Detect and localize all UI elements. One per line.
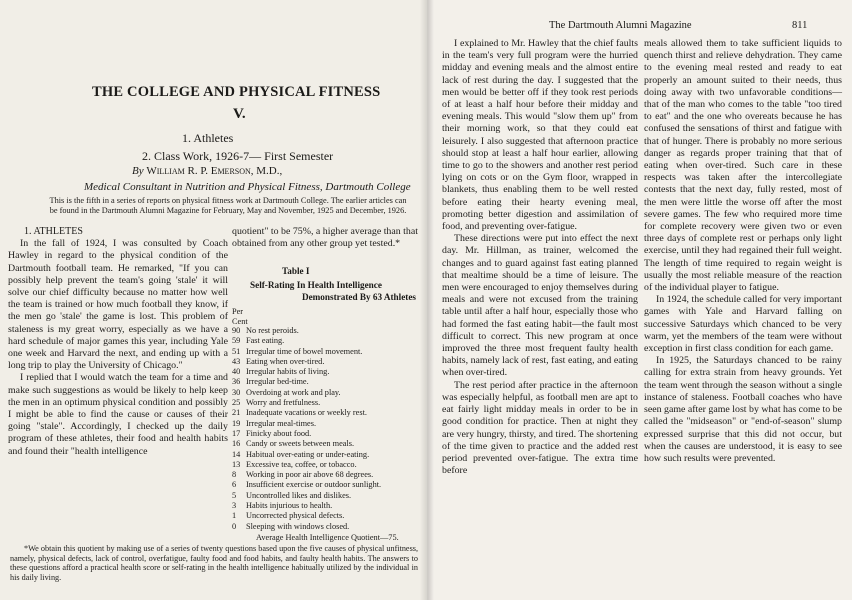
table-row-percent: 40 — [232, 367, 241, 377]
right-column-1 — [442, 38, 638, 477]
table-row-percent: 5 — [232, 490, 237, 500]
table-row-percent: 16 — [232, 439, 241, 449]
page-number: 811 — [792, 20, 808, 31]
table-row-percent: 13 — [232, 459, 241, 469]
paragraph-continued: quotient" to be 75%, a higher average than that obtained from any other group yet tested.* — [232, 226, 418, 250]
byline — [132, 165, 282, 177]
table-subtitle-line: Self-Rating In Health Intelligence — [250, 280, 382, 290]
table-row — [232, 326, 420, 336]
table-row-label: Overdoing at work and play. — [246, 387, 341, 397]
table-row — [232, 347, 420, 357]
running-head: The Dartmouth Alumni Magazine — [549, 20, 692, 31]
table-title: Table I — [282, 266, 310, 276]
table-row-percent: 19 — [232, 418, 241, 428]
table-row-percent: 36 — [232, 377, 241, 387]
table-row-label: Fast eating. — [246, 336, 285, 346]
table-row-label: Sleeping with windows closed. — [246, 521, 350, 531]
table-row-percent: 30 — [232, 387, 241, 397]
table-row-label: Irregular time of bowel movement. — [246, 346, 363, 356]
paragraph: In the fall of 1924, I was consulted by Coach Hawley in regard to the physical condition of the Dartmouth football team. He remarked, "If you can possibly help prevent the team's going 'stale' it will solve our chief difficulty because no matter how well the team is trained or how much football they know, if the men go 'stale' the game is lost. This problem of staleness is my great worry, especially as we have a hard schedule of major games this year, including Yale one week and Harvard the next, and ending up with a long trip to play the University of Chicago." — [8, 238, 228, 372]
table-row-percent: 43 — [232, 356, 241, 366]
author-affiliation: Medical Consultant in Nutrition and Physical Fitness, Dartmouth College — [84, 181, 411, 193]
table-row-percent: 14 — [232, 449, 241, 459]
table-row — [232, 408, 420, 418]
table-header — [232, 307, 248, 326]
table-row — [232, 377, 420, 387]
table-row-percent: 51 — [232, 346, 241, 356]
series-note: This is the fifth in a series of reports on physical fitness work at Dartmouth College. The earlier articles can be found in the Dartmouth Alumni Magazine for February, May and November, 1925 and December, 1926. — [49, 196, 407, 215]
table-row-label: Irregular bed-time. — [246, 377, 309, 387]
paragraph: The rest period after practice in the afternoon was especially helpful, as football men are apt to eat fairly light midday meals in order to be in good condition for practice. Then at night they are very hungry, thirsty, and tired. The shortening of the time given to practice and the added rest period prevented over-fatigue. The extra time before — [442, 379, 638, 477]
right-page — [426, 0, 852, 600]
table-row — [232, 511, 420, 521]
table-row — [232, 501, 420, 511]
paragraph: In 1925, the Saturdays chanced to be rainy calling for extra strain from heavy grounds. Yet the team went through the season without a single instance of staleness. Football coaches who have seen game after game lost by what has come to be called the "midseason" or "end-of-season" slump expressed surprise that this did not occur, but when the causes are understood, it is easy to see how such results were prevented. — [644, 355, 842, 464]
table-row — [232, 470, 420, 480]
table-row — [232, 367, 420, 377]
table-row-percent: 21 — [232, 408, 241, 418]
table-row-label: Habits injurious to health. — [246, 501, 333, 511]
left-column-2 — [232, 226, 418, 250]
table-row-percent: 0 — [232, 521, 237, 531]
table-row — [232, 388, 420, 398]
part-number: V. — [233, 106, 246, 122]
table-row-percent: 3 — [232, 501, 237, 511]
subtitle-athletes: 1. Athletes — [182, 131, 234, 145]
article-title: THE COLLEGE AND PHYSICAL FITNESS — [92, 84, 381, 100]
table-row-label: Excessive tea, coffee, or tobacco. — [246, 459, 357, 469]
author-name: William R. P. Emerson, M.D., — [146, 165, 283, 177]
table-row-label: Uncontrolled likes and dislikes. — [246, 490, 352, 500]
table-row — [232, 419, 420, 429]
table-row — [232, 336, 420, 346]
table-row-percent: 59 — [232, 336, 241, 346]
table-subtitle-line: Demonstrated By 63 Athletes — [301, 292, 416, 302]
section-heading: 1. ATHLETES — [24, 226, 83, 237]
table-row-label: Candy or sweets between meals. — [246, 439, 355, 449]
left-column-1 — [8, 226, 228, 458]
paragraph: I replied that I would watch the team for a time and make such suggestions as would be likely to help keep the men in an optimum physical condition and possibly I might be able to find the cause or causes of their going "stale". Accordingly, I checked up the daily program of these athletes, their food and health habits and found their "health intelligence — [8, 372, 228, 457]
table-row-label: Eating when over-tired. — [246, 356, 325, 366]
table-row-label: Working in poor air above 68 degrees. — [246, 470, 374, 480]
table-total: Average Health Intelligence Quotient—75. — [256, 533, 399, 542]
table-row-percent: 90 — [232, 326, 241, 335]
table-row — [232, 460, 420, 470]
right-column-2 — [644, 38, 842, 465]
table-row-label: Worry and fretfulness. — [246, 398, 321, 408]
paragraph: I explained to Mr. Hawley that the chief faults in the team's very full program were the hurried midday and evening meals and the almost entire lack of rest during the day. I suggested that the men would be better off if they took rest periods of at least a half hour before their midday and evening meals. This would "slow them up" from their morning work, so that they could eat leisurely. I also suggested that afternoon practice should stop at least a half hour earlier, allowing time to go to the showers and another rest period lying on cots or on the Gym floor, wrapped in blankets, thus enabling them to be well rested before eating their hearty evening meal, promoting better digestion and assimilation of food, and preventing over-fatigue. — [442, 38, 638, 233]
table-row-label: Uncorrected physical defects. — [246, 511, 345, 521]
table-row — [232, 398, 420, 408]
table-row-label: Irregular habits of living. — [246, 367, 330, 377]
table-row-label: Insufficient exercise or outdoor sunlight. — [246, 480, 382, 490]
table-row — [232, 439, 420, 449]
table-header-line: Per — [232, 307, 244, 316]
table-row-label: Irregular meal-times. — [246, 418, 317, 428]
paragraph: These directions were put into effect the next day. Mr. Hillman, as trainer, welcomed the changes and to guard against fast eating planned that mealtime should be a time of leisure. The men were encouraged to enjoy themselves during meals and were not excused from the training table until after a half hour, especially those who had formed the fast eating habit—the fault most difficult to correct. This new program at once improved the three most frequent faulty health habits, namely lack of rest, fast eating, and eating when over-tired. — [442, 233, 638, 379]
table-row-percent: 1 — [232, 511, 237, 521]
table-header-line: Cent — [232, 316, 248, 326]
byline-prefix: By — [132, 165, 147, 177]
table-row — [232, 429, 420, 439]
table-row-label: Inadequate vacations or weekly rest. — [246, 408, 367, 418]
table-row-label: No rest peroids. — [246, 326, 299, 335]
table-row — [232, 357, 420, 367]
subtitle-class-work: 2. Class Work, 1926-7— First Semester — [142, 149, 334, 163]
page-gutter — [420, 0, 434, 600]
paragraph: In 1924, the schedule called for very important games with Yale and Harvard falling on successive Saturdays which chanced to be very warm, yet the members of the team were without exception in first class condition for each game. — [644, 294, 842, 355]
table-row-percent: 8 — [232, 470, 237, 480]
table-row-label: Finicky about food. — [246, 428, 312, 438]
table-body — [232, 326, 420, 532]
table-row — [232, 480, 420, 490]
table-subtitle — [250, 279, 416, 303]
footnote: *We obtain this quotient by making use of a series of twenty questions based upon the five causes of physical unfitness, namely, physical defects, lack of control, overfatigue, faulty food and food habits, and faulty health habits. The answers to these questions afford a practical health score or self-rating in the health intelligence habitually utilized by the individual in his daily living. — [10, 544, 418, 583]
table-row — [232, 522, 420, 532]
table-row-percent: 6 — [232, 480, 237, 490]
table-row — [232, 450, 420, 460]
paragraph: meals allowed them to take sufficient liquids to quench thirst and relieve dehydration. They came to the evening meal rested and ready to eat properly an amount suited to their needs, thus doing away with two unfavorable conditions—that of the man who comes to the table "too tired to eat" and the one who overeats because he has confused the sensations of thirst and fatigue with that of hunger. There is probably no more serious danger as regards proper training that that of eating when over-tired. Such care in these respects was taken after the intercollegiate contests that the next day, fully rested, most of the men were little the worse off after the most severe games. The few who required more time for complete recovery were given two or even three days of complete rest or perhaps only light exercise, until they had regained their full weight. The length of time required to regain weight is usually the most reliable measure of the reaction of the individual player to fatigue. — [644, 38, 842, 294]
table-row-label: Habitual over-eating or under-eating. — [246, 449, 370, 459]
table-row — [232, 491, 420, 501]
table-row-percent: 17 — [232, 428, 241, 438]
table-row-percent: 25 — [232, 398, 241, 408]
